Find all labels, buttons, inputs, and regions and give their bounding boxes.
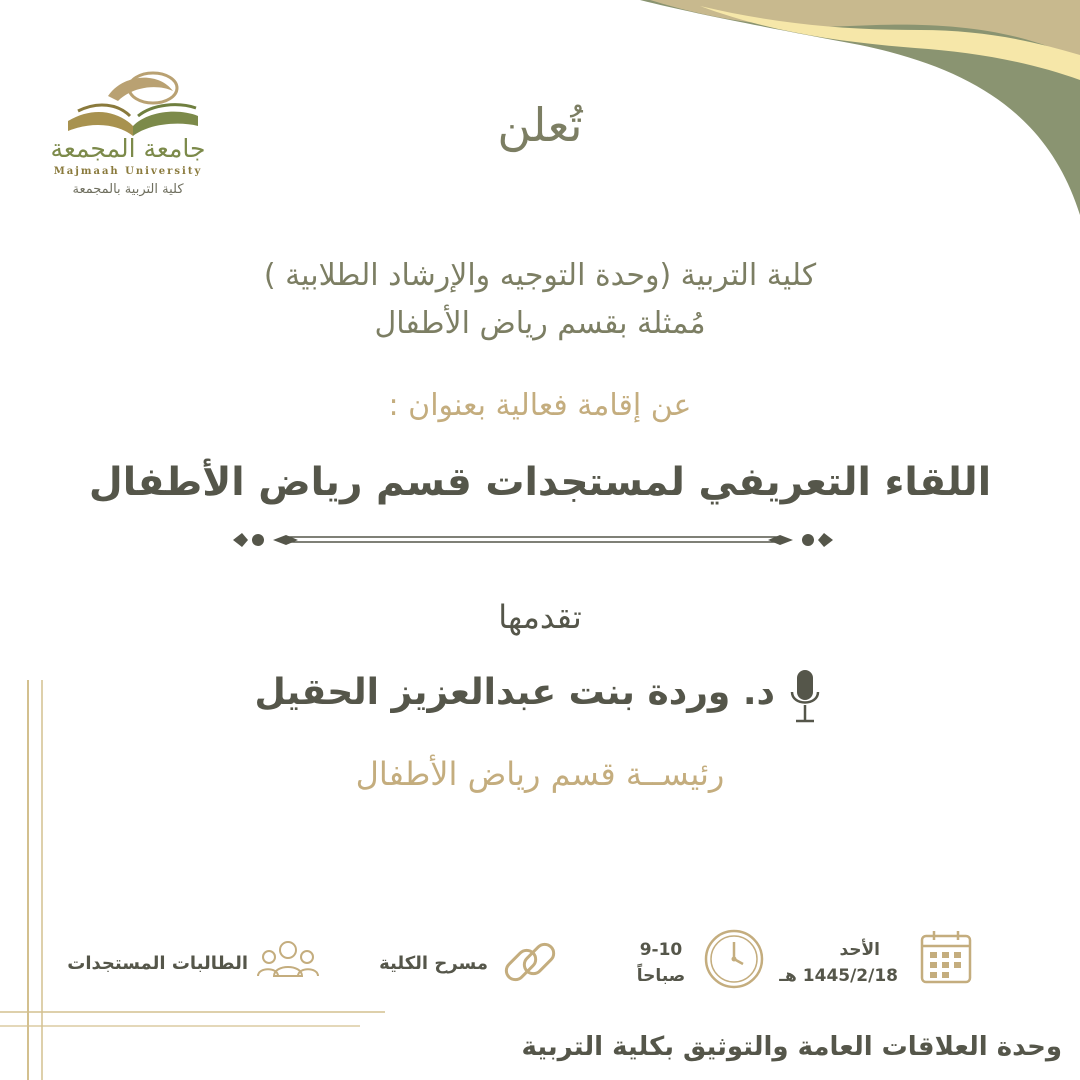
event-intro: عن إقامة فعالية بعنوان :	[388, 388, 692, 423]
logo-name-ar: جامعة المجمعة	[50, 134, 206, 163]
presenter-row	[250, 664, 830, 728]
logo-college: كلية التربية بالمجمعة	[72, 182, 184, 197]
event-venue: مسرح الكلية	[379, 953, 488, 974]
announce-heading: تُعلن	[497, 98, 583, 152]
clock-icon	[703, 928, 765, 990]
microphone-icon	[788, 668, 822, 726]
organizer-line1: كلية التربية (وحدة التوجيه والإرشاد الطلابية )	[263, 258, 817, 293]
ornament-divider	[228, 525, 838, 555]
event-period: صباحاً	[636, 966, 686, 986]
event-audience: الطالبات المستجدات	[67, 953, 248, 974]
presented-by: تقدمها	[498, 598, 582, 636]
logo-name-en: Majmaah University	[53, 166, 203, 177]
event-title: اللقاء التعريفي لمستجدات قسم رياض الأطفال	[88, 460, 992, 505]
presenter-role: رئيســة قسم رياض الأطفال	[355, 755, 725, 793]
event-day: الأحد	[839, 940, 880, 960]
link-icon	[500, 932, 560, 992]
event-time: 9-10	[639, 940, 683, 960]
presenter-name: د. وردة بنت عبدالعزيز الحقيل	[254, 672, 775, 713]
organizer-line2: مُمثلة بقسم رياض الأطفال	[374, 306, 706, 341]
footer-text: وحدة العلاقات العامة والتوثيق بكلية التربية	[521, 1032, 1062, 1062]
people-icon	[256, 940, 320, 978]
calendar-icon	[920, 930, 972, 984]
event-date: 1445/2/18 هـ	[779, 966, 898, 986]
